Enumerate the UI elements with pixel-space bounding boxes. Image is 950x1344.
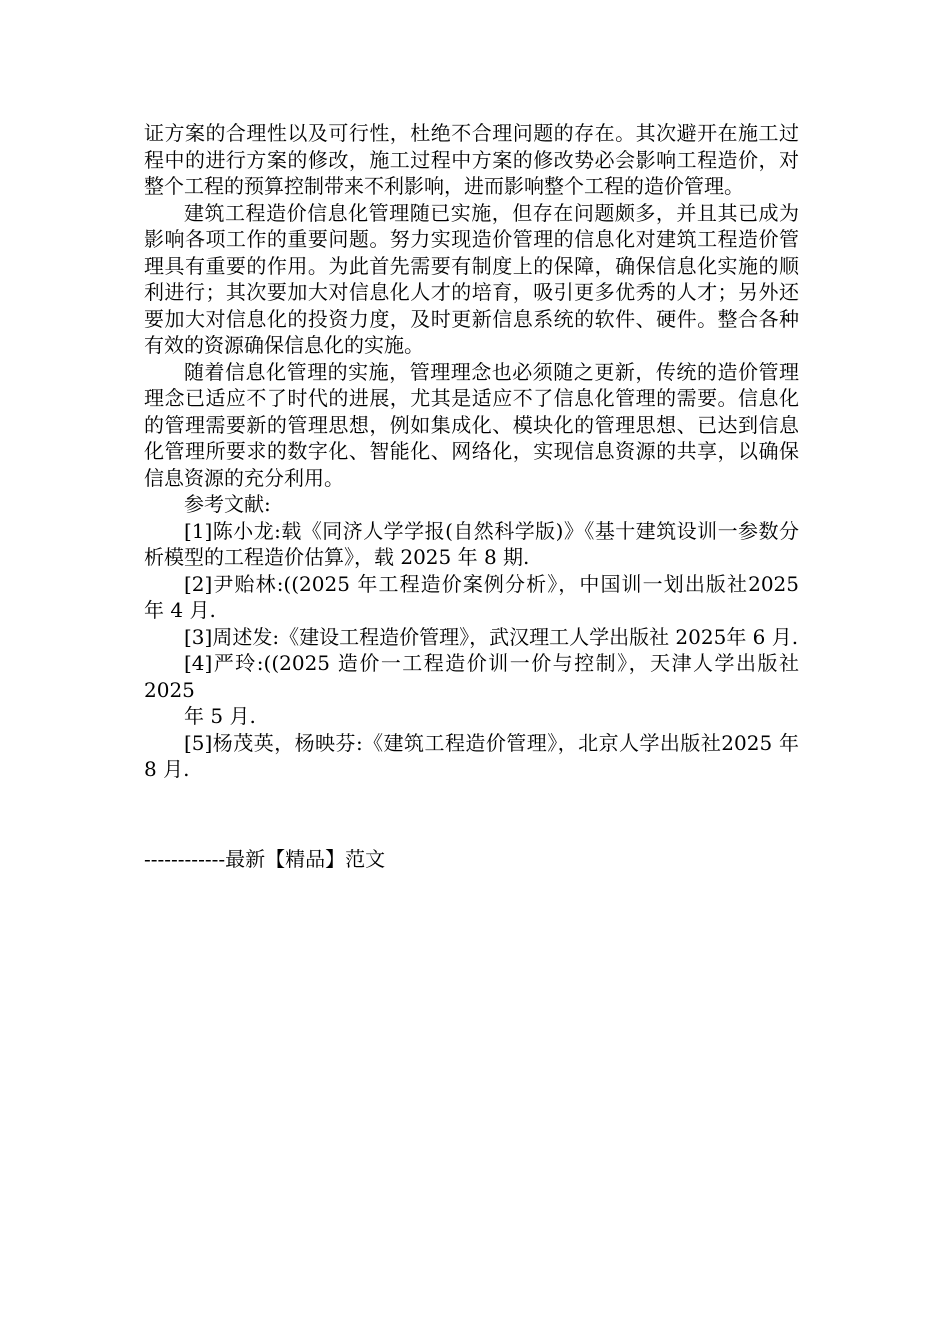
reference-4: [4]严玲:((2025 造价一工程造价训一价与控制》，天津人学出版社 2025 [144,651,799,702]
document-page [144,120,799,783]
body-paragraph-1: 证方案的合理性以及可行性，杜绝不合理问题的存在。其次避开在施工过程中的进行方案的修改，施工过程中方案的修改势必会影响工程造价，对整个工程的预算控制带来不利影响，进而影响整个工程的造价管理。 [144,121,799,198]
reference-3: [3]周述发:《建设工程造价管理》，武汉理工人学出版社 2025年 6 月. [184,624,799,649]
reference-2: [2]尹贻林:((2025 年工程造价案例分析》，中国训一划出版社2025 年 4 月. [144,571,799,622]
reference-5: [5]杨茂英，杨映芬:《建筑工程造价管理》，北京人学出版社2025 年 8 月. [144,730,799,781]
footer-tagline: ------------最新【精品】范文 [144,847,386,871]
reference-1: [1]陈小龙:载《同济人学学报(自然科学版)》《基十建筑设训一参数分析模型的工程造价估算》，载 2025 年 8 期. [144,518,799,569]
body-paragraph-3: 随着信息化管理的实施，管理理念也必须随之更新，传统的造价管理理念已适应不了时代的进展，尤其是适应不了信息化管理的需要。信息化的管理需要新的管理思想，例如集成化、模块化的管理思想、已达到信息化管理所要求的数字化、智能化、网络化，实现信息资源的共享，以确保信息资源的充分利用。 [144,359,799,490]
reference-4-continuation: 年 5 月. [184,704,256,728]
references-heading: 参考文献: [184,492,271,516]
body-paragraph-2: 建筑工程造价信息化管理随已实施，但存在问题颇多，并且其已成为影响各项工作的重要问题。努力实现造价管理的信息化对建筑工程造价管理具有重要的作用。为此首先需要有制度上的保障，确保信息化实施的顺利进行；其次要加大对信息化人才的培育，吸引更多优秀的人才；另外还要加大对信息化的投资力度，及时更新信息系统的软件、硬件。整合各种有效的资源确保信息化的实施。 [144,200,799,357]
